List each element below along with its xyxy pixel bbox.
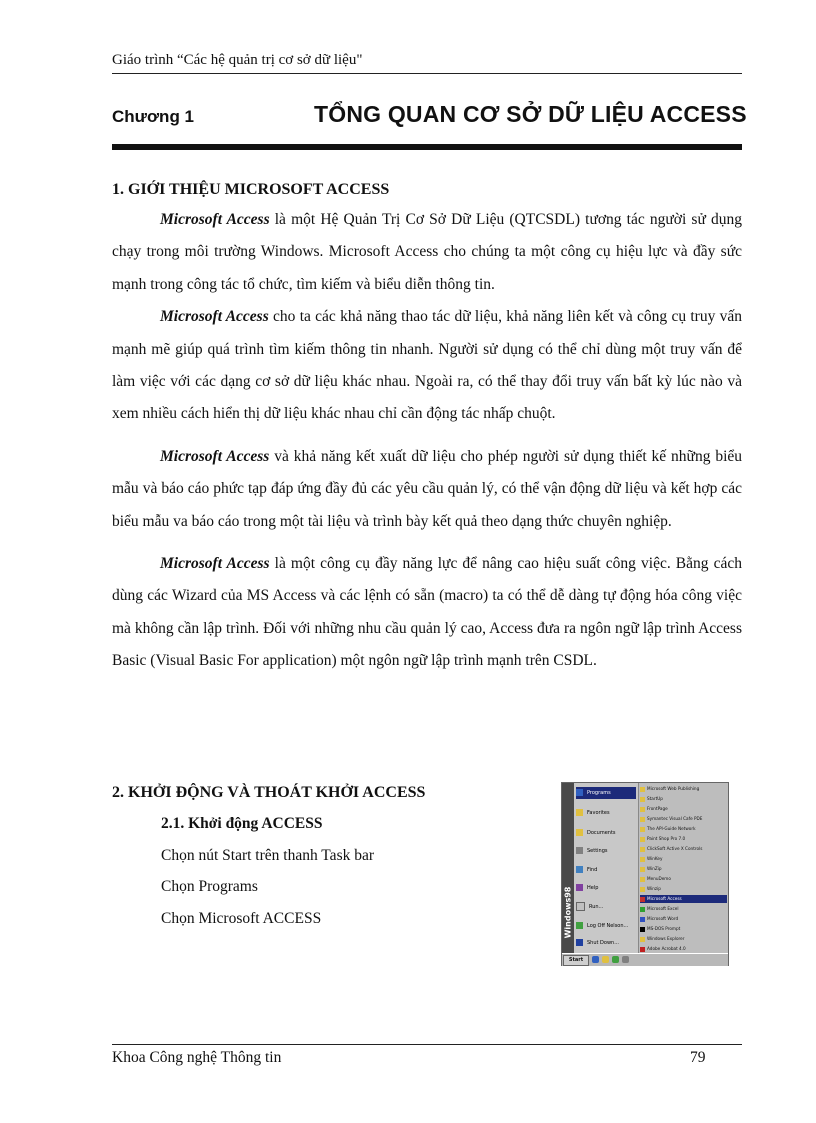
quicklaunch-icon [592, 956, 599, 963]
section-1 [112, 176, 742, 678]
program-item: Paint Shop Pro 7.0 [640, 835, 727, 843]
quicklaunch-icon [602, 956, 609, 963]
brand-name: Microsoft Access [160, 308, 269, 326]
folder-icon [640, 847, 645, 852]
step-2: Chọn Programs [161, 878, 258, 895]
footer-rule [112, 1044, 742, 1045]
footer-text: Khoa Công nghệ Thông tin [112, 1049, 282, 1066]
program-item: MS-DOS Prompt [640, 925, 727, 933]
program-item: Windows Explorer [640, 935, 727, 943]
program-item: MenuDemo [640, 875, 727, 883]
chapter-rule [112, 144, 742, 150]
program-item: StartUp [640, 795, 727, 803]
menu-item-settings: Settings [576, 845, 636, 857]
subsection-heading: 2.1. Khởi động ACCESS [161, 815, 323, 832]
folder-icon [640, 837, 645, 842]
program-item: Microsoft Web Publishing [640, 785, 727, 793]
programs-submenu [638, 783, 728, 953]
step-1: Chọn nút Start trên thanh Task bar [161, 846, 375, 864]
start-menu-screenshot [561, 782, 729, 966]
folder-icon [640, 887, 645, 892]
menu-item-find: Find [576, 864, 636, 876]
paragraph-3: Microsoft Access và khả năng kết xuất dữ liệu cho phép người sử dụng thiết kế những biểu mẫu và báo cáo phức tạp đáp ứng đầy đủ các yêu cầu quản lý, có thể vận động dữ liệu và kết hợp các biểu mẫu va báo cáo trong một tài liệu và trình bày kết quả theo dạng thức chuyên nghiệp. [112, 447, 743, 530]
step-3: Chọn Microsoft ACCESS [161, 909, 322, 927]
paragraph-1: Microsoft Access là một Hệ Quản Trị Cơ Sở Dữ Liệu (QTCSDL) tương tác người sử dụng chạy trong môi trường Windows. Microsoft Access cho chúng ta một công cụ hiệu lực và đầy sức mạnh trong công tác tổ chức, tìm kiếm và biểu diễn thông tin. [112, 211, 742, 293]
folder-icon [640, 827, 645, 832]
running-header: Giáo trình “Các hệ quản trị cơ sở dữ liệu" [112, 52, 363, 68]
menu-item-shutdown: Shut Down... [576, 937, 636, 949]
run-icon [576, 902, 585, 911]
brand-name: Microsoft Access [160, 211, 270, 228]
menu-item-logoff: Log Off Nelson... [576, 920, 636, 932]
folder-icon [576, 809, 583, 816]
quicklaunch-icon [622, 956, 629, 963]
folder-icon [640, 877, 645, 882]
menu-item-documents: Documents [576, 827, 636, 839]
section-2-heading: 2. KHỞI ĐỘNG VÀ THOÁT KHỞI ACCESS [112, 784, 426, 801]
program-item: WinZip [640, 865, 727, 873]
program-item: Winzip [640, 885, 727, 893]
chapter-label: Chương 1 [112, 107, 195, 126]
help-icon [576, 884, 583, 891]
folder-icon [640, 797, 645, 802]
folder-icon [640, 807, 645, 812]
folder-icon [640, 817, 645, 822]
folder-icon [640, 787, 645, 792]
menu-item-programs: Programs [576, 787, 636, 799]
section-2 [112, 778, 542, 934]
program-item: Microsoft Excel [640, 905, 727, 913]
brand-name: Microsoft Access [160, 555, 270, 573]
access-icon [640, 897, 645, 902]
excel-icon [640, 907, 645, 912]
program-item: The API-Guide Network [640, 825, 727, 833]
start-button: Start [563, 955, 589, 966]
program-item-selected: Microsoft Access [640, 895, 727, 903]
paragraph-4: Microsoft Access là một công cụ đầy năng lực để nâng cao hiệu suất công việc. Bằng cách dùng các Wizard của MS Access và các lệnh có sẵn (macro) ta có thể dễ dàng tự động hóa công việc mà không cần lập trình. Đối với những nhu cầu quản lý cao, Access đưa ra ngôn ngữ lập trình Access Basic (Visual Basic For application) một ngôn ngữ lập trình mạnh trên CSDL. [112, 555, 742, 670]
paragraph-2: Microsoft Access cho ta các khả năng thao tác dữ liệu, khả năng liên kết và công cụ truy vấn mạnh mẽ giúp quá trình tìm kiếm thông tin nhanh. Người sử dụng có thể chỉ dùng một truy vấn để làm việc với các dạng cơ sở dữ liệu khác nhau. Ngoài ra, có thể thay đổi truy vấn bất kỳ lúc nào và xem nhiều cách hiển thị dữ liệu khác nhau chỉ cần động tác nhấp chuột. [112, 308, 742, 423]
folder-icon [640, 867, 645, 872]
key-icon [576, 922, 583, 929]
program-item: ClickSoft Active X Controls [640, 845, 727, 853]
taskbar [562, 953, 728, 966]
word-icon [640, 917, 645, 922]
header-rule [112, 73, 742, 74]
menu-item-help: Help [576, 882, 636, 894]
program-item: Adobe Acrobat 4.0 [640, 945, 727, 953]
menu-item-run: Run... [576, 901, 636, 913]
folder-icon [576, 789, 583, 796]
brand-name: Microsoft Access [160, 447, 270, 465]
windows98-band: Windows98 [562, 783, 574, 953]
start-menu-list [574, 783, 638, 953]
folder-icon [576, 829, 583, 836]
program-item: Microsoft Word [640, 915, 727, 923]
gear-icon [576, 847, 583, 854]
menu-item-favorites: Favorites [576, 807, 636, 819]
chapter-title: TỔNG QUAN CƠ SỞ DỮ LIỆU ACCESS [314, 101, 747, 127]
page-number: 79 [690, 1049, 706, 1066]
program-item: Symantec Visual Cafe PDE [640, 815, 727, 823]
search-icon [576, 866, 583, 873]
folder-icon [640, 857, 645, 862]
program-item: FrontPage [640, 805, 727, 813]
folder-icon [640, 937, 645, 942]
program-item: WinKey [640, 855, 727, 863]
dos-icon [640, 927, 645, 932]
section-1-heading: 1. GIỚI THIỆU MICROSOFT ACCESS [112, 181, 390, 198]
quicklaunch-icon [612, 956, 619, 963]
acrobat-icon [640, 947, 645, 952]
computer-icon [576, 939, 583, 946]
